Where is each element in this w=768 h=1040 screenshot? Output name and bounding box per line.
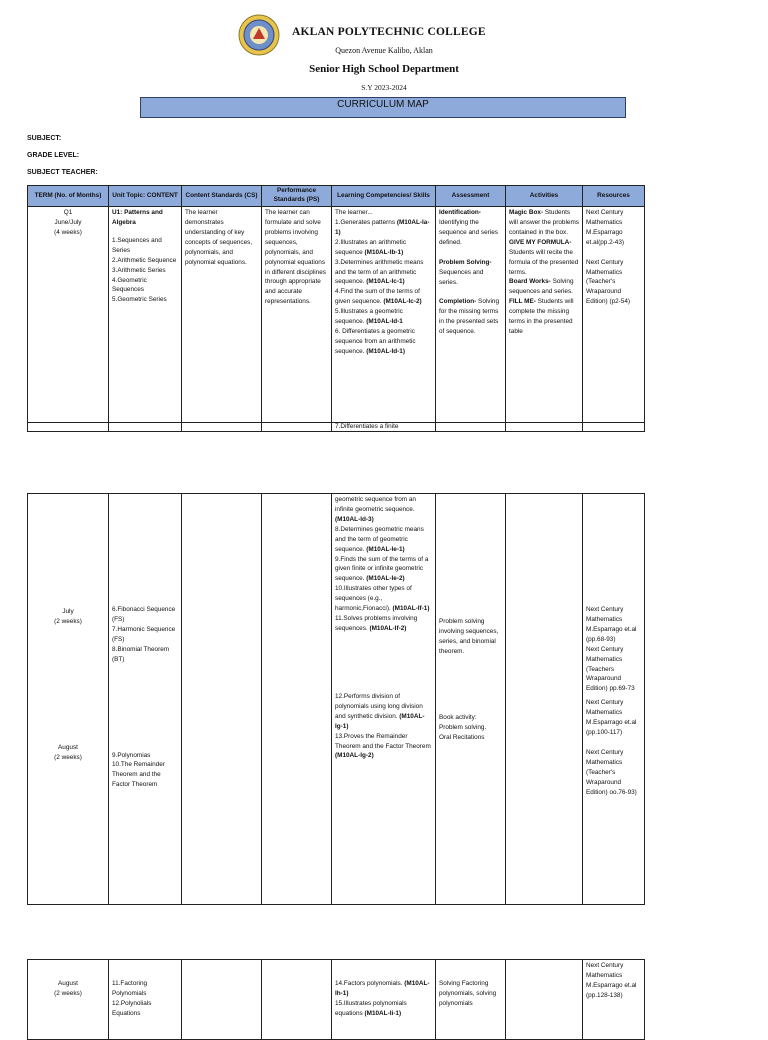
empty-cell bbox=[436, 423, 506, 432]
activity-item-text: Students will answer the problems contained in the box. bbox=[509, 209, 579, 236]
competency-text: 12.Performs division of polynomials using long division and synthetic division. bbox=[335, 692, 423, 720]
competency-code: (M10AL-Ig-1) bbox=[335, 712, 425, 730]
unit-title: U1: Patterns and Algebra bbox=[112, 209, 163, 226]
curriculum-table-page-2 bbox=[27, 493, 645, 905]
resources-july: Next Century Mathematics M.Esparrago et.al (pp.68-93) Next Century Mathematics (Teachers Wraparound Edition) pp.69-73 bbox=[586, 606, 637, 693]
competency-text: 3.Determines arithmetic means and the term of an arithmetic sequence. bbox=[335, 258, 424, 286]
competency-text: 8.Determines geometric means and the term of geometric sequence. bbox=[335, 525, 424, 553]
content-cell bbox=[109, 494, 182, 905]
competency-item bbox=[335, 614, 432, 634]
competency-item bbox=[335, 218, 432, 238]
competency-code: (M10AL-Id-1) bbox=[366, 347, 405, 355]
content-standards-cell bbox=[182, 960, 262, 1040]
competencies-cell bbox=[332, 207, 436, 423]
activities-cell bbox=[506, 494, 583, 905]
content-standards-cell: The learner demonstrates understanding of key concepts of sequences, polynomials, and polynomial equations. bbox=[182, 207, 262, 423]
performance-standards-cell bbox=[262, 960, 332, 1040]
subject-label: SUBJECT: bbox=[27, 135, 62, 142]
competency-item bbox=[335, 258, 432, 288]
college-address: Quezon Avenue Kalibo, Aklan bbox=[335, 46, 433, 55]
resources-cell bbox=[583, 494, 645, 905]
assessment-cell bbox=[436, 494, 506, 905]
curriculum-map-banner: CURRICULUM MAP bbox=[140, 97, 626, 118]
competency-continuation: 7.Differentiates a finite bbox=[332, 423, 436, 432]
term-july: July (2 weeks) bbox=[54, 608, 82, 625]
competency-item bbox=[335, 238, 432, 258]
college-name: AKLAN POLYTECHNIC COLLEGE bbox=[292, 26, 486, 38]
competency-item bbox=[335, 287, 432, 307]
content-cell bbox=[109, 207, 182, 423]
assessment-item-heading: Identification- bbox=[439, 209, 481, 216]
competency-item bbox=[335, 999, 432, 1019]
competency-item bbox=[335, 732, 432, 762]
activity-item bbox=[509, 208, 579, 238]
competency-text: 15.Illustrates polynomials equations bbox=[335, 999, 407, 1017]
assessment-item-heading: Problem Solving- bbox=[439, 258, 492, 266]
col-header-learning-competencies: Learning Competencies/ Skills bbox=[332, 186, 436, 207]
term-cell: Q1 June/July (4 weeks) bbox=[28, 207, 109, 423]
activity-item-text: Students will complete the missing terms in the presented table bbox=[509, 298, 574, 336]
subject-teacher-label: SUBJECT TEACHER: bbox=[27, 169, 98, 176]
activities-cell bbox=[506, 207, 583, 423]
activity-item-text: Students will recite the formula of the presented terms. bbox=[509, 248, 579, 276]
competency-code: (M10AL-Ih-1) bbox=[335, 980, 430, 997]
topic-list-july: 6.Fibonacci Sequence (FS) 7.Harmonic Sequence (FS) 8.Binomial Theorem (BT) bbox=[112, 606, 176, 663]
resources-cell: Next Century Mathematics M.Esparrago et.al(pp.2-43) Next Century Mathematics (Teacher's Wraparound Edition) (p2-54) bbox=[583, 207, 645, 423]
competency-code: (M10AL-Ie-2) bbox=[366, 575, 405, 583]
grade-level-label: GRADE LEVEL: bbox=[27, 152, 80, 159]
competency-item bbox=[335, 979, 432, 999]
competency-list-august bbox=[335, 692, 432, 761]
competency-list bbox=[335, 495, 432, 634]
curriculum-table-page-3 bbox=[27, 959, 645, 1040]
competencies-cell bbox=[332, 494, 436, 905]
curriculum-table-page-1 bbox=[27, 185, 645, 432]
competency-item bbox=[335, 327, 432, 357]
assessment-item-text: Identifying the sequence and series defined. bbox=[439, 218, 498, 246]
empty-cell bbox=[109, 423, 182, 432]
activities-cell bbox=[506, 960, 583, 1040]
empty-cell bbox=[182, 423, 262, 432]
competency-code: (M10AL-Ig-2) bbox=[335, 752, 374, 760]
assessment-item-text: Sequences and series. bbox=[439, 268, 484, 286]
assessment-item-text: Solving for the missing terms in the presented sets of sequence. bbox=[439, 298, 500, 336]
activity-item bbox=[509, 297, 579, 337]
col-header-activities: Activities bbox=[506, 186, 583, 207]
competency-code: (M10AL-Id-1 bbox=[366, 318, 403, 326]
competency-item bbox=[335, 692, 432, 732]
competency-list bbox=[335, 218, 432, 357]
competency-item bbox=[335, 584, 432, 614]
assessment-cell bbox=[436, 960, 506, 1040]
competency-text: 10.Illustrates other types of sequences (e.g., harmonic,Fionacci). bbox=[335, 585, 412, 613]
term-cell bbox=[28, 494, 109, 905]
resources-august: Next Century Mathematics M.Esparrago et.al (pp.100-117) Next Century Mathematics (Teacher's Wraparound Edition) oo.76-93) bbox=[586, 699, 637, 796]
competency-code: (M10AL-If-2) bbox=[369, 624, 407, 632]
term-cell bbox=[28, 960, 109, 1040]
content-cell bbox=[109, 960, 182, 1040]
activity-item-text: Solving sequences and series. bbox=[509, 278, 574, 296]
empty-cell bbox=[583, 423, 645, 432]
resources-cell: Next Century Mathematics M.Esparrago et.al (pp.128-138) bbox=[583, 960, 645, 1040]
school-year: S.Y 2023-2024 bbox=[361, 83, 407, 92]
competency-text: 4.Find the sum of the terms of given sequence. bbox=[335, 288, 420, 306]
col-header-term: TERM (No. of Months) bbox=[28, 186, 109, 207]
department-title: Senior High School Department bbox=[309, 63, 459, 75]
col-header-content-standards: Content Standards (CS) bbox=[182, 186, 262, 207]
assessment-cell bbox=[436, 207, 506, 423]
assessment-item bbox=[439, 258, 502, 288]
activity-item-heading: Magic Box- bbox=[509, 209, 544, 216]
activity-item-heading: Board Works- bbox=[509, 278, 551, 286]
assessment-august: Book activity: Problem solving. Oral Recitations bbox=[439, 713, 487, 741]
competencies-cell bbox=[332, 960, 436, 1040]
empty-cell bbox=[28, 423, 109, 432]
col-header-assessment: Assessment bbox=[436, 186, 506, 207]
topic-list: 1.Sequences and Series 2.Arithmetic Sequence 3.Arithmetic Series 4.Geometric Sequences 5.Geometric Series bbox=[112, 236, 177, 304]
term-august: August (2 weeks) bbox=[54, 980, 82, 997]
col-header-content: Unit Topic: CONTENT bbox=[109, 186, 182, 207]
competency-item bbox=[335, 307, 432, 327]
competency-text: 11.Solves problems involving sequences. bbox=[335, 615, 418, 632]
competency-code: (M10AL-If-1) bbox=[392, 605, 430, 613]
competency-code: (M10AL-Ii-1) bbox=[364, 1009, 402, 1017]
competency-text: 5.Illustrates a geometric sequence. bbox=[335, 308, 403, 326]
assessment-text: Solving Factoring polynomials, solving polynomials bbox=[439, 980, 497, 1007]
term-august: August (2 weeks) bbox=[54, 743, 82, 761]
col-header-resources: Resources bbox=[583, 186, 645, 207]
competency-text: 9.Finds the sum of the terms of a given finite or infinite geometric sequence. bbox=[335, 555, 429, 583]
competency-text: geometric sequence from an infinite geometric sequence. bbox=[335, 496, 416, 513]
competency-code: (M10AL-Id-3) bbox=[335, 515, 374, 523]
col-header-performance-standards: Performance Standards (PS) bbox=[262, 186, 332, 207]
assessment-july: Problem solving involving sequences, series, and binomial theorem. bbox=[439, 618, 499, 655]
assessment-item bbox=[439, 208, 502, 248]
empty-cell bbox=[262, 423, 332, 432]
empty-cell bbox=[506, 423, 583, 432]
activity-item-heading: FILL ME- bbox=[509, 298, 536, 306]
competency-code: (M10AL-Ia-1) bbox=[335, 218, 430, 236]
competency-code: (M10AL-Ic-1) bbox=[366, 278, 405, 286]
competency-code: (M10AL-Ie-1) bbox=[366, 545, 405, 553]
competency-code: (M10AL-Ic-2) bbox=[383, 298, 422, 306]
activity-item-heading: GIVE MY FORMULA- bbox=[509, 238, 572, 246]
content-standards-cell bbox=[182, 494, 262, 905]
competency-list bbox=[335, 979, 432, 1019]
competency-item bbox=[335, 495, 432, 525]
competency-item bbox=[335, 555, 432, 585]
competency-item bbox=[335, 525, 432, 555]
competency-text: 13.Proves the Remainder Theorem and the Factor Theorem bbox=[335, 732, 431, 750]
competency-text: 14.Factors polynomials. bbox=[335, 980, 405, 987]
competency-text: 6. Differentiates a geometric sequence from an arithmetic sequence. bbox=[335, 328, 416, 355]
activity-item bbox=[509, 238, 579, 278]
competency-text: 2.Illustrates an arithmetic sequence bbox=[335, 238, 407, 256]
activity-item bbox=[509, 277, 579, 297]
performance-standards-cell bbox=[262, 494, 332, 905]
topic-list: 11.Factoring Polynomials 12.Polynolials Equations bbox=[112, 980, 152, 1017]
competency-code: (M10AL-Ib-1) bbox=[364, 248, 404, 256]
assessment-item-heading: Completion- bbox=[439, 298, 477, 306]
topic-list-august: 9.Polynomias 10.The Remainder Theorem and the Factor Theorem bbox=[112, 751, 165, 789]
competency-intro: The learner... bbox=[335, 209, 373, 216]
performance-standards-cell: The learner can formulate and solve problems involving sequences, polynomials, and polynomial equations in different disciplines through appropriate and accurate representations. bbox=[262, 207, 332, 423]
assessment-item bbox=[439, 297, 502, 337]
competency-text: 1.Generates patterns bbox=[335, 218, 397, 226]
